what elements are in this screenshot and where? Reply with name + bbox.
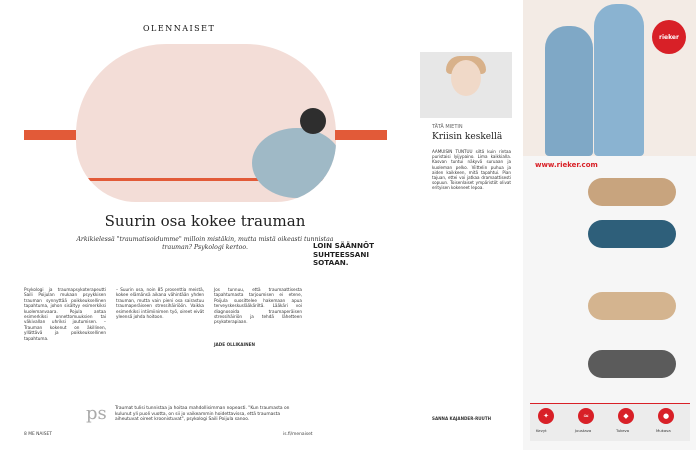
- body-column-3: Jos tunnuu, että traumaattisesta tapahtumasta tarjoumisen ei etene, Poijula suosittelee hakemaan apua terveyskeskuslääkäriltä. Lääkäri voi diagnosoida traumaperäisen stressihäiriön ja tehdä lähetteen psykoterapiaan.: [214, 287, 302, 325]
- feature-label-2: Joustava: [575, 428, 592, 433]
- product-sandal-3: [588, 292, 676, 320]
- column-tag: TÄTÄ MIETIN: [432, 124, 463, 130]
- product-sandal-1: [588, 178, 676, 206]
- model-2-illustration: [594, 4, 644, 156]
- pull-quote: LOIN SÄÄNNÖT SUHTEESSANI SOTAAN.: [313, 241, 374, 268]
- column-body: AAMUISIN TUNTUU siltä kuin rintaa puristaisi lyijypaino. Lima kaikkialla. Kasvan tuntui näkyvä suruaan ja kuoleman pelko. Viittelin puhua ja aiden kaikkeen, mitä tapahtui. Pian tajuan, ettei voi jatkaa dramaattisesti sopuun. Toisenlaiset ympäristöt olivat erityisen kokeneet lepoa.: [432, 149, 511, 191]
- feature-icons-bar: [530, 403, 690, 441]
- brain-illustration: [76, 44, 336, 202]
- model-1-illustration: [545, 26, 593, 156]
- rieker-logo: rieker: [652, 20, 686, 54]
- accent-stripe-left: [24, 130, 76, 140]
- author-face-illustration: [451, 60, 481, 96]
- feature-label-3: Tukeva: [616, 428, 630, 433]
- body-column-1: Psykologi ja traumapsykoterapeutti Saili Poijulan mukaan psyykkisen trauman synnyttää poikkeuksellinen tapahtuma, johon sisältyy esimerkiksi kuolemanvaara. Pojula antaa esimerkiksi onnettomuuksien tai väkivallan uhriksi joutumisen. – Trauman kokenut on äkillinen, yllättävä ja poikkeuksellinen tapahtuma.: [24, 287, 106, 341]
- product-sandal-2: [588, 220, 676, 248]
- feather-icon: ✦: [538, 408, 554, 424]
- page-url: is.fi/menaiset: [283, 432, 313, 437]
- column-author: SANNA KAJANDER-RUUTH: [432, 416, 492, 421]
- section-label: OLENNAISET: [143, 24, 216, 33]
- body-column-2: – Suurin osa, noin 85 prosenttia meistä, kokee elämänsä aikana vähintään yhden trauman, mutta vain pieni osa sairastuu traumaperäiseen stressihäiriöön. Vaikka esimerkiksi intiimiinimen työ, oireet eivät yleensä johda hoitoon.: [116, 287, 204, 320]
- feature-label-4: Mukava: [656, 428, 671, 433]
- flex-icon: ≈: [578, 408, 594, 424]
- footer-quote: Traumat tulisi tunnistaa ja hoitaa mahdollisimman nopeasti. "Kun traumasta on kulunut yli puoli vuotta, on sii jo vaikeammin hoidettavissa, että traumasta aiheutuvat oireet kroonistuvat", psykologi Saili Poijula sanoo.: [115, 406, 290, 423]
- page-folio: 8 ME NAISET: [24, 432, 52, 437]
- ad-url[interactable]: www.rieker.com: [535, 161, 598, 169]
- person-illustration: [252, 128, 336, 198]
- signature-mark: ps: [86, 403, 107, 424]
- column-title: Kriisin keskellä: [432, 132, 503, 142]
- headline: Suurin osa kokee trauman: [104, 212, 306, 230]
- person-head-illustration: [300, 108, 326, 134]
- product-sandal-4: [588, 350, 676, 378]
- comfort-icon: ●: [658, 408, 674, 424]
- feature-label-1: Kevyt: [536, 428, 547, 433]
- author-signature: JADE OLLIKAINEN: [214, 342, 255, 347]
- accent-stripe-right: [335, 130, 387, 140]
- deck: Arkikielessä "traumatisoidumme" milloin mistäkin, mutta mistä oikeasti tunnistaa trauman? Psykologi kertoo.: [76, 236, 334, 251]
- support-icon: ◆: [618, 408, 634, 424]
